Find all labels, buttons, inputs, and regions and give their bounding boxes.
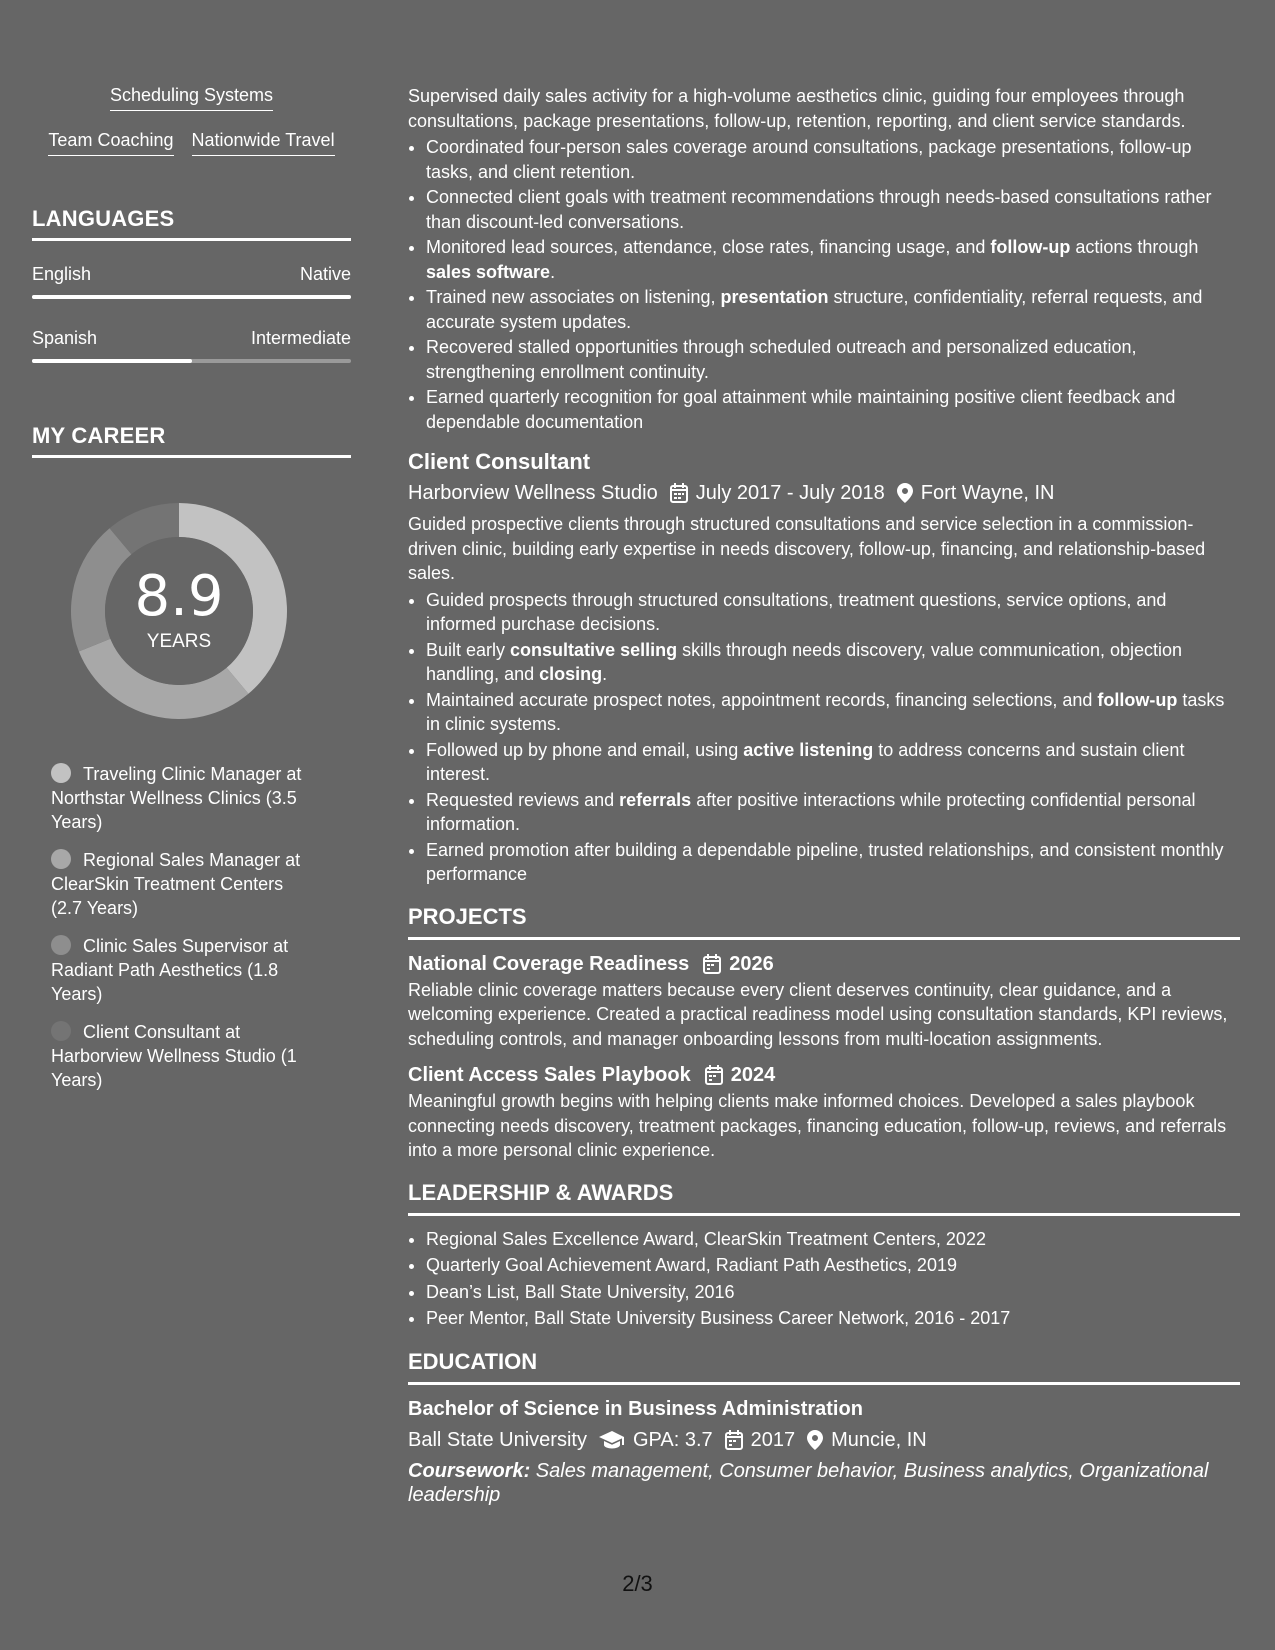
skill-tag: Scheduling Systems bbox=[110, 84, 273, 111]
project-year: 2026 bbox=[729, 952, 774, 975]
company-name: Harborview Wellness Studio bbox=[408, 482, 658, 504]
language-level-fill bbox=[32, 295, 351, 299]
school-name: Ball State University bbox=[408, 1428, 587, 1451]
career-item bbox=[51, 848, 319, 920]
career-item-text: Clinic Sales Supervisor at Radiant Path Aesthetics (1.8 Years) bbox=[51, 936, 289, 1004]
award-item: • Quarterly Goal Achievement Award, Radiant Path Aesthetics, 2019 bbox=[426, 1252, 1240, 1279]
gpa: GPA: 3.7 bbox=[632, 1428, 713, 1451]
page-number: 2/3 bbox=[622, 1571, 653, 1596]
language-level-bar bbox=[32, 295, 351, 299]
coursework bbox=[408, 1459, 1240, 1507]
job-meta bbox=[408, 478, 1240, 508]
job-bullets bbox=[408, 588, 1240, 887]
map-pin-icon bbox=[897, 483, 913, 503]
language-level-bar bbox=[32, 359, 351, 363]
career-section bbox=[32, 423, 351, 1092]
skill-tag: Team Coaching bbox=[48, 129, 173, 156]
language-level: Intermediate bbox=[250, 328, 351, 348]
calendar-icon bbox=[703, 954, 721, 974]
career-years-label: YEARS bbox=[146, 631, 212, 652]
language-item bbox=[32, 263, 351, 299]
project-description: Reliable clinic coverage matters because every client deserves continuity, clear guidance, and a welcoming experience. Created a practical readiness model using consultation standards, KPI reviews, scheduling controls, and manager onboarding lessons from multi-location assignments. bbox=[408, 979, 1228, 1049]
job-bullets bbox=[408, 135, 1240, 434]
language-name: Spanish bbox=[32, 328, 98, 348]
skill-tag: Nationwide Travel bbox=[192, 129, 335, 156]
career-item-text: Regional Sales Manager at ClearSkin Treatment Centers (2.7 Years) bbox=[51, 850, 301, 918]
map-pin-icon bbox=[807, 1430, 823, 1450]
education-location: Muncie, IN bbox=[831, 1428, 927, 1451]
job-bullet: • Monitored lead sources, attendance, close rates, financing usage, and follow-up actions through sales software. bbox=[426, 235, 1240, 284]
career-item bbox=[51, 1020, 319, 1092]
degree-title: Bachelor of Science in Business Administration bbox=[408, 1397, 863, 1420]
job-summary: Guided prospective clients through structured consultations and service selection in a commission-driven clinic, building early expertise in needs discovery, follow-up, financing, and relationship-based sales. bbox=[408, 514, 1206, 583]
project-year: 2024 bbox=[730, 1064, 776, 1086]
career-total-years: 8.9 bbox=[134, 564, 224, 629]
project-title-row bbox=[408, 950, 1240, 978]
career-list bbox=[51, 762, 319, 1092]
job-bullet: • Earned quarterly recognition for goal attainment while maintaining positive client feedback and dependable documentation bbox=[426, 385, 1240, 434]
language-level: Native bbox=[299, 264, 351, 284]
legend-dot-icon bbox=[51, 849, 71, 869]
project-description: Meaningful growth begins with helping clients make informed choices. Developed a sales playbook connecting needs discovery, treatment packages, financing education, follow-up, reviews, and referrals into a more personal clinic experience. bbox=[408, 1091, 1227, 1160]
award-item: • Regional Sales Excellence Award, ClearSkin Treatment Centers, 2022 bbox=[426, 1226, 1240, 1253]
language-level-fill bbox=[32, 359, 192, 363]
legend-dot-icon bbox=[51, 935, 71, 955]
job-summary: Supervised daily sales activity for a high-volume aesthetics clinic, guiding four employees through consultations, package presentations, follow-up, retention, reporting, and client service standards. bbox=[408, 86, 1186, 131]
legend-dot-icon bbox=[51, 1021, 71, 1041]
awards-list bbox=[408, 1226, 1240, 1332]
job-bullet: • Maintained accurate prospect notes, appointment records, financing selections, and follow-up tasks in clinic systems. bbox=[426, 688, 1240, 737]
languages-section bbox=[32, 206, 351, 363]
job-bullet: • Trained new associates on listening, presentation structure, confidentiality, referral requests, and accurate system updates. bbox=[426, 285, 1240, 334]
job-title: Client Consultant bbox=[408, 449, 591, 474]
legend-dot-icon bbox=[51, 763, 71, 783]
coursework-label: Coursework: bbox=[408, 1459, 531, 1482]
graduation-cap-icon bbox=[599, 1430, 625, 1450]
projects-heading: PROJECTS bbox=[408, 903, 1240, 940]
graduation-year: 2017 bbox=[750, 1428, 796, 1451]
job-bullet: • Requested reviews and referrals after positive interactions while protecting confidential personal information. bbox=[426, 788, 1240, 837]
job-bullet: • Guided prospects through structured consultations, treatment questions, service options, and informed purchase decisions. bbox=[426, 588, 1240, 637]
education-meta bbox=[408, 1425, 1240, 1455]
career-heading: MY CAREER bbox=[32, 423, 351, 458]
calendar-icon bbox=[725, 1430, 743, 1450]
sidebar bbox=[32, 84, 351, 1106]
main-column bbox=[408, 84, 1240, 1507]
calendar-icon bbox=[670, 483, 688, 503]
project-title: National Coverage Readiness bbox=[408, 952, 690, 975]
award-item: • Peer Mentor, Ball State University Business Career Network, 2016 - 2017 bbox=[426, 1305, 1240, 1332]
job-bullet: • Recovered stalled opportunities through scheduled outreach and personalized education, strengthening enrollment continuity. bbox=[426, 335, 1240, 384]
skills-row-2 bbox=[32, 129, 351, 156]
calendar-icon bbox=[705, 1065, 723, 1085]
language-name: English bbox=[32, 264, 92, 284]
awards-heading: LEADERSHIP & AWARDS bbox=[408, 1179, 1240, 1216]
job-bullet: • Coordinated four-person sales coverage around consultations, package presentations, follow-up tasks, and client retention. bbox=[426, 135, 1240, 184]
career-item-text: Client Consultant at Harborview Wellness Studio (1 Years) bbox=[51, 1022, 297, 1090]
skills-row-1 bbox=[32, 84, 351, 111]
languages-heading: LANGUAGES bbox=[32, 206, 351, 241]
career-donut-chart bbox=[64, 496, 294, 726]
coursework-text: Sales management, Consumer behavior, Business analytics, Organizational leadership bbox=[408, 1459, 1209, 1506]
job-bullet: • Followed up by phone and email, using active listening to address concerns and sustain client interest. bbox=[426, 738, 1240, 787]
job-bullet: • Built early consultative selling skills through needs discovery, value communication, objection handling, and closing. bbox=[426, 638, 1240, 687]
job-location: Fort Wayne, IN bbox=[920, 482, 1055, 504]
career-item-text: Traveling Clinic Manager at Northstar Wellness Clinics (3.5 Years) bbox=[51, 764, 302, 832]
language-item bbox=[32, 327, 351, 363]
education-heading: EDUCATION bbox=[408, 1348, 1240, 1385]
award-item: • Dean’s List, Ball State University, 2016 bbox=[426, 1279, 1240, 1306]
job-dates: July 2017 - July 2018 bbox=[695, 482, 885, 504]
career-item bbox=[51, 934, 319, 1006]
job-bullet: • Connected client goals with treatment recommendations through needs-based consultations rather than discount-led conversations. bbox=[426, 185, 1240, 234]
project-title-row bbox=[408, 1061, 1240, 1089]
career-item bbox=[51, 762, 319, 834]
project-title: Client Access Sales Playbook bbox=[408, 1064, 691, 1086]
job-bullet: • Earned promotion after building a dependable pipeline, trusted relationships, and consistent monthly performance bbox=[426, 838, 1240, 887]
